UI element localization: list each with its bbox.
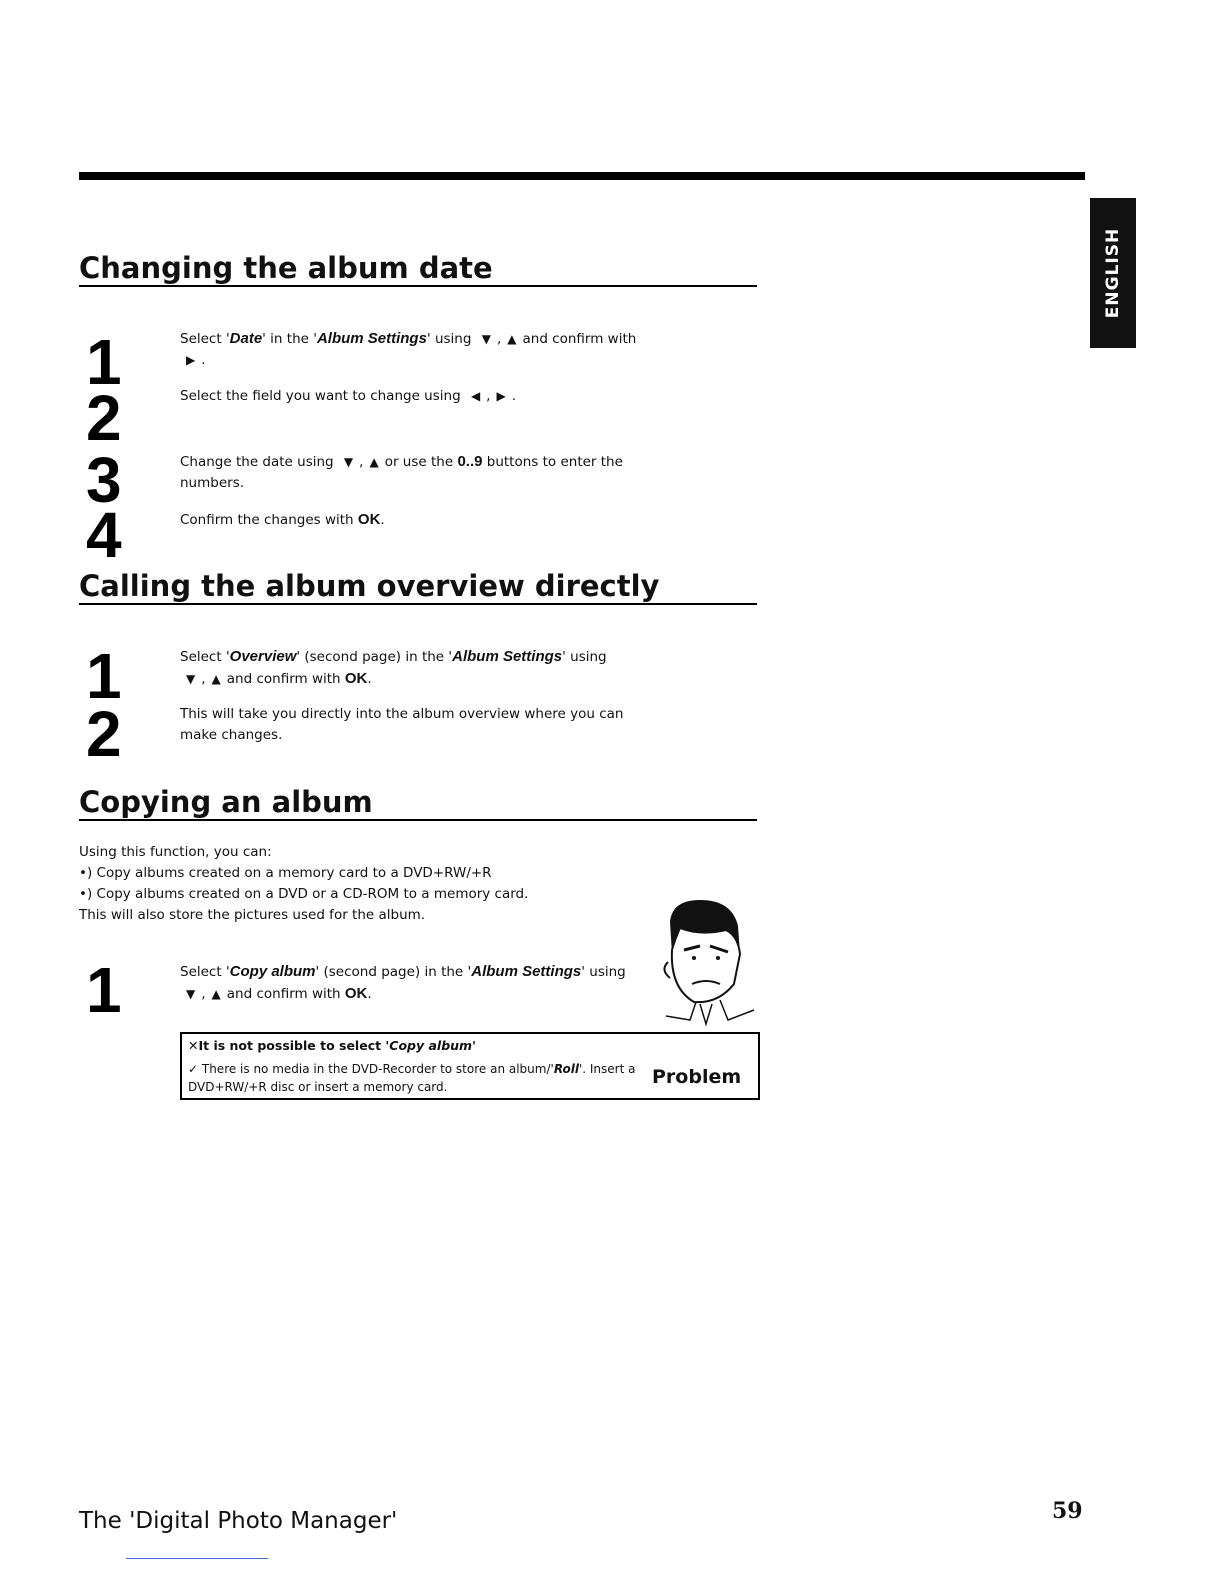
step-text: Confirm the changes with OK. — [180, 511, 385, 528]
bullet: •) Copy albums created on a DVD or a CD-ROM to a memory card. — [79, 886, 529, 902]
bullet: •) Copy albums created on a memory card to a DVD+RW/+R — [79, 865, 492, 881]
section-title-overview: Calling the album overview directly — [79, 570, 757, 605]
arrow-right-icon: ▶ — [496, 389, 506, 403]
arrow-up-icon: ▲ — [507, 332, 517, 346]
step-text: Select 'Copy album' (second page) in the 'Album Settings' using ▼ , ▲ and confirm with OK. — [180, 963, 626, 1002]
section-title-copy: Copying an album — [79, 786, 757, 821]
step-number: 2 — [86, 698, 122, 770]
footer-underline — [126, 1558, 268, 1559]
step-number: 4 — [86, 499, 122, 571]
arrow-down-icon: ▼ — [186, 672, 196, 686]
arrow-up-icon: ▲ — [211, 987, 221, 1001]
copy-intro: Using this function, you can: •) Copy albums created on a memory card to a DVD+RW/+R •) Copy albums created on a DVD or a CD-ROM to a memory card. This will also store the pictures used for the album. — [79, 842, 679, 926]
footer-title: The 'Digital Photo Manager' — [79, 1508, 398, 1534]
step-text: This will take you directly into the album overview where you can make changes. — [180, 706, 624, 743]
step-text: Select 'Date' in the 'Album Settings' using ▼ , ▲ and confirm with ▶ . — [180, 330, 637, 368]
step-number: 2 — [86, 382, 122, 454]
step-number: 1 — [86, 640, 122, 712]
problem-answer: ✓ There is no media in the DVD-Recorder to store an album/'Roll'. Insert a DVD+RW/+R disc or insert a memory card. — [188, 1062, 636, 1094]
problem-label: Problem — [652, 1066, 742, 1088]
step-text: Change the date using ▼ , ▲ or use the 0..9 buttons to enter the numbers. — [180, 453, 623, 491]
arrow-up-icon: ▲ — [369, 455, 379, 469]
arrow-down-icon: ▼ — [343, 455, 354, 469]
problem-question: ✕It is not possible to select 'Copy album' — [188, 1038, 476, 1053]
section-title-change-date: Changing the album date — [79, 252, 757, 287]
arrow-left-icon: ◀ — [470, 389, 481, 403]
page-number: 59 — [1052, 1498, 1083, 1524]
step-number: 1 — [86, 954, 122, 1026]
arrow-up-icon: ▲ — [211, 672, 221, 686]
arrow-down-icon: ▼ — [186, 987, 196, 1001]
language-tab — [1090, 198, 1136, 348]
troubled-man-illustration — [640, 892, 760, 1042]
arrow-down-icon: ▼ — [481, 332, 491, 346]
step-text: Select the field you want to change using ◀ , ▶ . — [180, 388, 516, 404]
step-text: Select 'Overview' (second page) in the 'Album Settings' using ▼ , ▲ and confirm with OK. — [180, 648, 607, 687]
top-rule — [79, 172, 1085, 180]
language-tab-label: ENGLISH — [1103, 227, 1123, 319]
step-number: 1 — [86, 326, 122, 398]
arrow-right-icon: ▶ — [186, 353, 196, 367]
step-number: 3 — [86, 444, 122, 516]
